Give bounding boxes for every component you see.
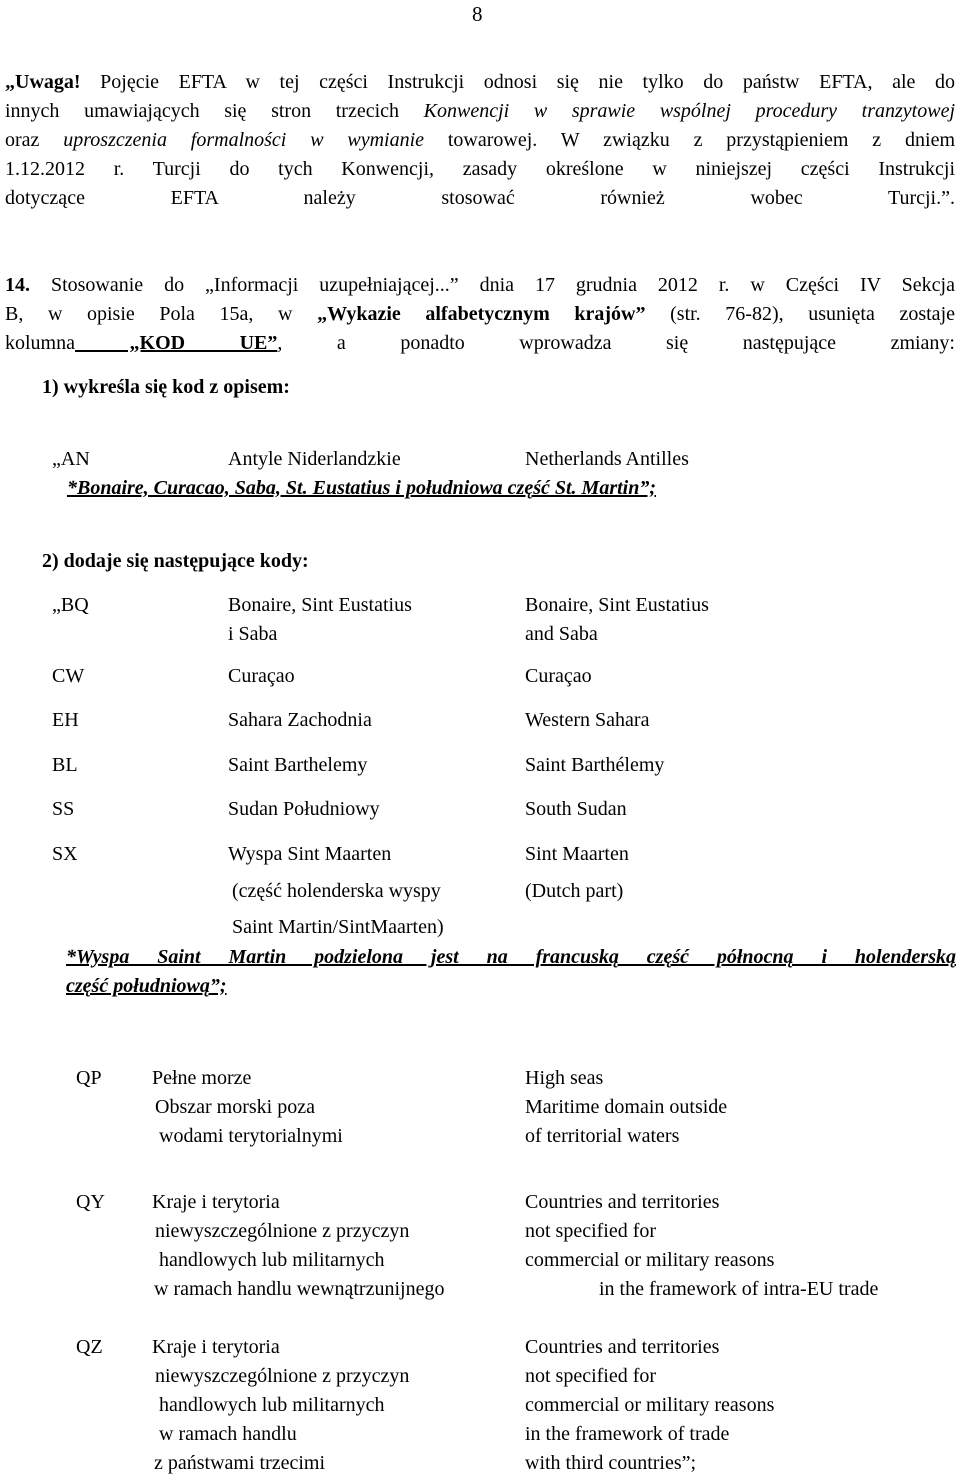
name-pl: w ramach handlu <box>159 1423 297 1445</box>
warning-label: „Uwaga! <box>5 71 81 93</box>
step-1-heading: 1) wykreśla się kod z opisem: <box>42 376 290 398</box>
code-row-qz <box>0 1333 960 1478</box>
code: SS <box>52 798 75 820</box>
warning-text: dotyczące EFTA należy stosować również wobec Turcji.”. <box>5 187 955 209</box>
section-text: Stosowanie do „Informacji uzupełniającej...” dnia 17 grudnia 2012 r. w Części IV Sekcja <box>30 274 955 296</box>
name-pl: z państwami trzecimi <box>154 1452 326 1474</box>
code: EH <box>52 709 79 731</box>
saint-martin-note <box>66 943 956 1001</box>
note-line: część południową”; <box>66 975 227 997</box>
name-pl: Bonaire, Sint Eustatius <box>228 594 412 616</box>
name-en: South Sudan <box>525 798 627 820</box>
section-text: B, w opisie Pola 15a, w <box>5 303 318 325</box>
name-en: High seas <box>525 1067 604 1089</box>
section-text: , a ponadto wprowadza się następujące zmiany: <box>277 332 955 354</box>
name-pl: handlowych lub militarnych <box>159 1394 385 1416</box>
name-en: Countries and territories <box>525 1191 720 1213</box>
name-en: (Dutch part) <box>525 880 624 902</box>
code: „BQ <box>52 594 89 616</box>
name-en: Countries and territories <box>525 1336 720 1358</box>
name-en: of territorial waters <box>525 1125 680 1147</box>
convention-title: Konwencji w sprawie wspólnej procedury tranzytowej <box>423 100 956 122</box>
code-row-qy <box>0 1188 960 1308</box>
warning-text: 1.12.2012 r. Turcji do tych Konwencji, zasady określone w niniejszej części Instrukcji <box>5 158 955 180</box>
name-en: in the framework of trade <box>525 1423 730 1445</box>
name-pl: handlowych lub militarnych <box>159 1249 385 1271</box>
warning-text: towarowej. W związku z przystąpieniem z dniem <box>424 129 956 151</box>
name-en: and Saba <box>525 623 598 645</box>
warning-text: innych umawiających się stron trzecich <box>5 100 424 122</box>
name-en: Saint Barthélemy <box>525 754 665 776</box>
name-pl: w ramach handlu wewnątrzunijnego <box>154 1278 445 1300</box>
name-pl: Sudan Południowy <box>228 798 380 820</box>
name-pl: niewyszczególnione z przyczyn <box>155 1220 410 1242</box>
name-pl: Sahara Zachodnia <box>228 709 372 731</box>
name-en: Curaçao <box>525 665 592 687</box>
warning-line-2 <box>5 97 955 126</box>
step-2-heading: 2) dodaje się następujące kody: <box>42 550 309 572</box>
name-pl: (część holenderska wyspy <box>232 880 441 902</box>
name-en: in the framework of intra-EU trade <box>599 1278 879 1300</box>
name-en: Western Sahara <box>525 709 650 731</box>
warning-text: oraz <box>5 129 64 151</box>
name-en: commercial or military reasons <box>525 1394 775 1416</box>
name-en: with third countries”; <box>525 1452 697 1474</box>
name-en: Netherlands Antilles <box>525 448 689 470</box>
removed-code-note: *Bonaire, Curacao, Saba, St. Eustatius i południowa część St. Martin”; <box>67 477 657 499</box>
section-14-line-1 <box>5 271 955 300</box>
column-name: „KOD UE” <box>75 332 278 354</box>
name-en: Sint Maarten <box>525 843 629 865</box>
name-pl: niewyszczególnione z przyczyn <box>155 1365 410 1387</box>
warning-text: Pojęcie EFTA w tej części Instrukcji odnosi się nie tylko do państw EFTA, ale do <box>80 71 955 93</box>
name-en: Bonaire, Sint Eustatius <box>525 594 709 616</box>
code: SX <box>52 843 78 865</box>
name-pl: Kraje i terytoria <box>152 1191 280 1213</box>
name-en: not specified for <box>525 1365 657 1387</box>
page-number: 8 <box>472 2 483 26</box>
name-pl: Curaçao <box>228 665 295 687</box>
warning-line-5 <box>5 184 955 213</box>
name-pl: i Saba <box>228 623 278 645</box>
warning-paragraph <box>5 68 955 213</box>
code: QP <box>76 1067 102 1089</box>
code-row-bq <box>0 591 960 651</box>
code: BL <box>52 754 78 776</box>
warning-line-3 <box>5 126 955 155</box>
code: QZ <box>76 1336 103 1358</box>
name-en: commercial or military reasons <box>525 1249 775 1271</box>
warning-line-4 <box>5 155 955 184</box>
section-text: kolumna <box>5 332 75 354</box>
name-pl: Kraje i terytoria <box>152 1336 280 1358</box>
name-pl: wodami terytorialnymi <box>159 1125 343 1147</box>
warning-line-1 <box>5 68 955 97</box>
code: CW <box>52 665 85 687</box>
section-number: 14. <box>5 274 30 296</box>
name-pl: Wyspa Sint Maarten <box>228 843 392 865</box>
section-14-line-2 <box>5 300 955 329</box>
name-pl: Obszar morski poza <box>155 1096 315 1118</box>
name-pl: Pełne morze <box>152 1067 252 1089</box>
section-text: (str. 76-82), usunięta zostaje <box>645 303 955 325</box>
code: QY <box>76 1191 105 1213</box>
name-pl: Saint Barthelemy <box>228 754 368 776</box>
convention-title: uproszczenia formalności w wymianie <box>63 129 425 151</box>
name-en: not specified for <box>525 1220 657 1242</box>
list-title: „Wykazie alfabetycznym krajów” <box>317 303 646 325</box>
section-14-line-3 <box>5 329 955 358</box>
name-pl: Saint Martin/SintMaarten) <box>232 916 444 938</box>
code-row-sx <box>0 840 960 940</box>
code-row-qp <box>0 1064 960 1154</box>
section-14-paragraph <box>5 271 955 358</box>
name-en: Maritime domain outside <box>525 1096 728 1118</box>
code: „AN <box>52 448 90 470</box>
name-pl: Antyle Niderlandzkie <box>228 448 401 470</box>
note-line: *Wyspa Saint Martin podzielona jest na francuską część północną i holenderską <box>66 946 956 968</box>
